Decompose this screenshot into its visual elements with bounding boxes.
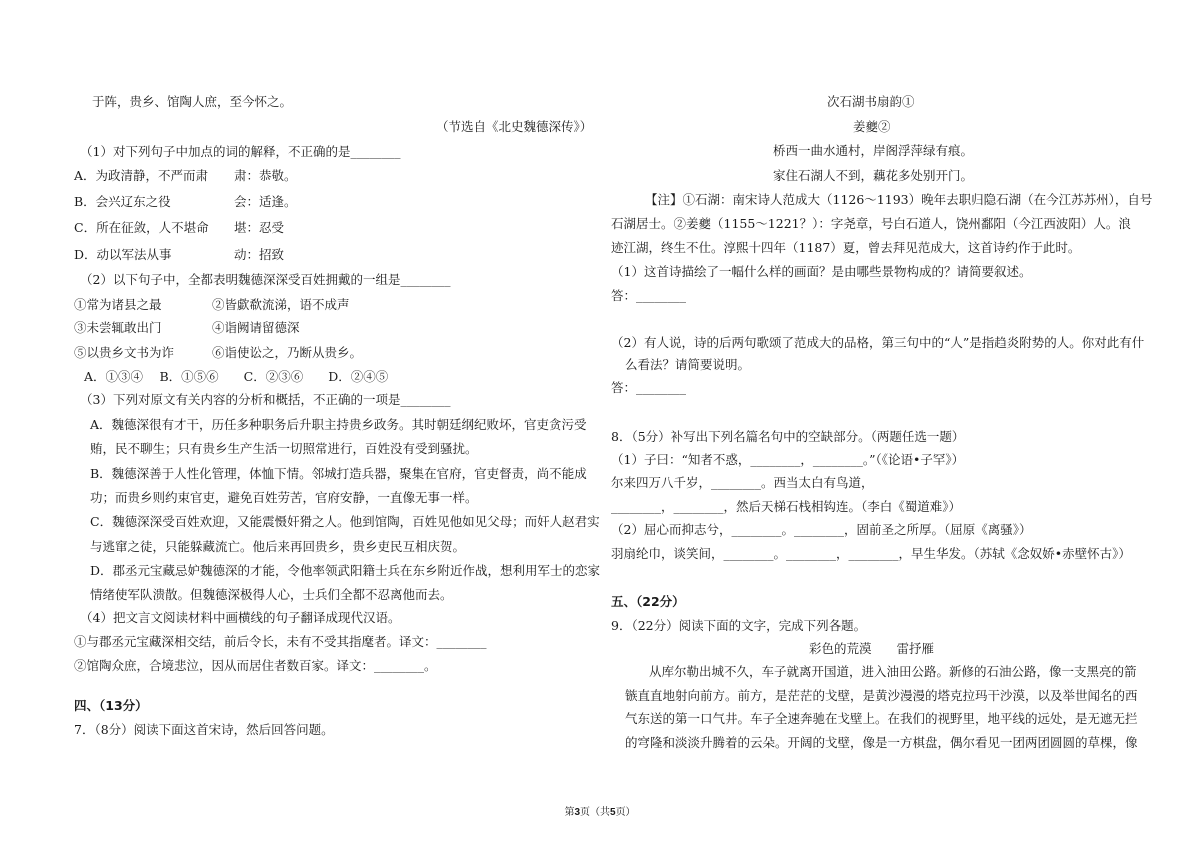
option-a-line1: A．魏德深很有才干，历任多种职务后升职主持贵乡政务。其时朝廷纲纪败坏，官吏贪污受 (90, 417, 587, 432)
translation-1: ①与郡丞元宝藏深相交结，前后令长，未有不受其指麾者。译文：________ (74, 634, 487, 649)
option-b: B．会兴辽东之役 (74, 194, 171, 209)
question-7-1: （1）这首诗描绘了一幅什么样的画面？是由哪些景物构成的？请简要叙述。 (611, 264, 1032, 279)
option-d: D．动以军法从事 (74, 247, 172, 262)
question-2-stem: （2）以下句子中，全都表明魏德深深受百姓拥戴的一组是________ (80, 272, 451, 287)
text-line: 于阵，贵乡、馆陶人庶，至今怀之。 (92, 94, 293, 109)
poem-title: 次石湖书扇韵① (827, 94, 915, 109)
question-8-stem: 8．（5分）补写出下列名篇名句中的空缺部分。（两题任选一题） (611, 429, 965, 444)
poem-author: 姜夔② (853, 119, 891, 134)
essay-line-2: 镞直直地射向前方。前方，是茫茫的戈壁，是黄沙漫漫的塔克拉玛干沙漠，以及举世闻名的西 (625, 688, 1138, 703)
fill-blank-3: ________，________，然后天梯石栈相钩连。（李白《蜀道难》） (611, 499, 962, 514)
sentence-1: ①常为诸县之最 (74, 297, 162, 312)
option-c: C．所在征敛，人不堪命 (74, 220, 209, 235)
option-b-line1: B．魏德深善于人性化管理，体恤下情。邻城打造兵器，聚集在官府，官吏督责，尚不能成 (90, 466, 587, 481)
fill-blank-1: （1）子曰：“知者不惑，________，________。”（《论语•子罕》） (611, 452, 965, 467)
footer-suffix: 页） (615, 807, 636, 818)
essay-line-4: 的穹隆和淡淡升腾着的云朵。开阔的戈壁，像是一方棋盘，偶尔看见一团两团圆圆的草棵，像 (625, 735, 1138, 750)
question-2-options: A．①③④ B．①⑤⑥ C．②③⑥ D．②④⑤ (84, 369, 389, 384)
poem-line-2: 家住石湖人不到，藕花多处别开门。 (773, 168, 974, 183)
sentence-2: ②皆歔欷流涕，语不成声 (212, 297, 350, 312)
question-7-stem: 7．（8分）阅读下面这首宋诗，然后回答问题。 (74, 722, 334, 737)
section-heading-5: 五、（22分） (611, 594, 685, 609)
answer-line-1: 答：________ (611, 288, 687, 303)
sentence-5: ⑤以贵乡文书为诈 (74, 345, 175, 360)
option-c-explanation: 堪：忍受 (234, 220, 285, 235)
option-a-explanation: 肃：恭敬。 (234, 168, 297, 183)
fill-blank-4: （2）屈心而抑志兮，________。________，固前圣之所厚。（屈原《离骚》） (611, 522, 1032, 537)
option-a: A．为政清静，不严而肃 (74, 168, 209, 183)
essay-line-3: 气东送的第一口气井。车子全速奔驰在戈壁上。在我们的视野里，地平线的远处，是无遮无拦 (625, 711, 1138, 726)
question-9-stem: 9．（22分）阅读下面的文字，完成下列各题。 (611, 618, 867, 633)
question-3-stem: （3）下列对原文有关内容的分析和概括，不正确的一项是________ (80, 392, 451, 407)
source-citation: （节选自《北史魏德深传》） (436, 119, 593, 134)
note-line-3: 迹江湖，终生不仕。淳熙十四年（1187）夏，曾去拜见范成大，这首诗约作于此时。 (611, 240, 1081, 255)
question-4-stem: （4）把文言文阅读材料中画横线的句子翻译成现代汉语。 (80, 610, 401, 625)
section-heading-4: 四、（13分） (74, 698, 148, 713)
question-7-2-line2: 么看法？请简要说明。 (625, 357, 751, 372)
translation-2: ②馆陶众庶，合境悲泣，因从而居住者数百家。译文：________。 (74, 658, 437, 673)
note-line-1: 【注】①石湖：南宋诗人范成大（1126～1193）晚年去职归隐石湖（在今江苏苏州），自号 (645, 192, 1153, 207)
option-b-line2: 功；而贵乡则约束官吏，避免百姓劳苦，官府安静，一直像无事一样。 (90, 490, 478, 505)
current-page-number: 3 (574, 807, 580, 818)
fill-blank-2: 尔来四万八千岁，________。西当太白有鸟道， (611, 475, 874, 490)
option-a-line2: 贿，民不聊生；只有贵乡生产生活一切照常进行，百姓没有受到骚扰。 (90, 441, 478, 456)
total-page-number: 5 (610, 807, 616, 818)
sentence-6: ⑥诣使讼之，乃断从贵乡。 (212, 345, 363, 360)
note-line-2: 石湖居士。②姜夔（1155～1221？）：字尧章，号白石道人，饶州鄱阳（今江西波阳）人。浪 (611, 216, 1131, 231)
footer-middle: 页（共 (580, 807, 610, 818)
option-d-line1: D．郡丞元宝藏忌妒魏德深的才能，令他率领武阳籍士兵在东乡附近作战，想利用军士的恋家 (90, 563, 601, 578)
option-d-explanation: 动：招致 (234, 247, 285, 262)
question-7-2-line1: （2）有人说，诗的后两句歌颂了范成大的品格，第三句中的“人”是指趋炎附势的人。你对此有什 (611, 335, 1145, 350)
essay-line-1: 从库尔勒出城不久，车子就离开国道，进入油田公路。新修的石油公路，像一支黑亮的箭 (649, 664, 1137, 679)
sentence-4: ④诣阙请留德深 (212, 320, 300, 335)
question-1-stem: （1）对下列句子中加点的词的解释，不正确的是________ (80, 144, 401, 159)
sentence-3: ③未尝辄敢出门 (74, 320, 162, 335)
fill-blank-5: 羽扇纶巾，谈笑间，________。________，________，早生华发。（苏轼《念奴娇•赤壁怀古》） (611, 546, 1131, 561)
footer-prefix: 第 (564, 807, 575, 818)
poem-line-1: 桥西一曲水通村，岸阁浮萍绿有痕。 (773, 143, 974, 158)
page-footer (0, 803, 1200, 818)
answer-line-2: 答：________ (611, 380, 687, 395)
option-d-line2: 情绪使军队溃散。但魏德深极得人心，士兵们全都不忍离他而去。 (90, 587, 453, 602)
option-c-line2: 与逃窜之徒，只能躲藏流亡。他后来再回贵乡，贵乡吏民互相庆贺。 (90, 539, 466, 554)
option-b-explanation: 会：适逢。 (234, 194, 297, 209)
essay-title: 彩色的荒漠 雷抒雁 (809, 641, 935, 656)
option-c-line1: C．魏德深深受百姓欢迎，又能震慑奸猾之人。他到馆陶，百姓见他如见父母；而奸人赵君实 (90, 514, 600, 529)
